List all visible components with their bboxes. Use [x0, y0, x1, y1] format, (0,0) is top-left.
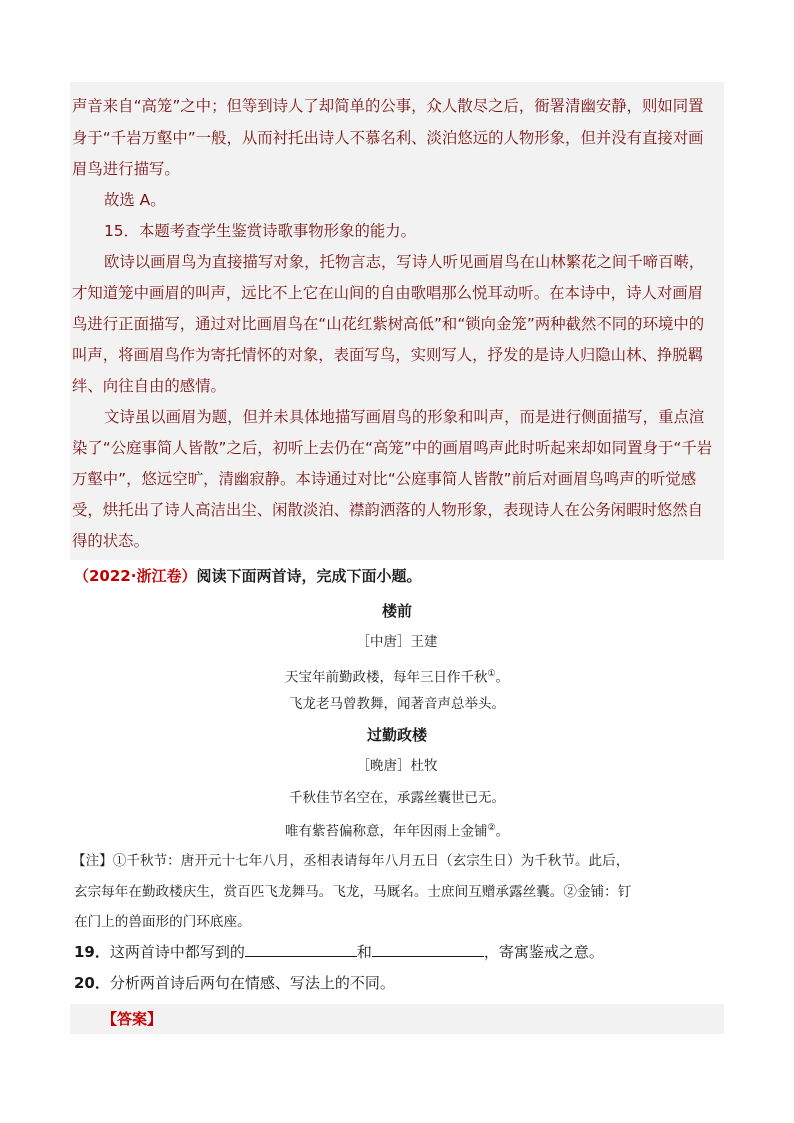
- analysis-line: 万壑中”，悠远空旷，清幽寂静。本诗通过对比“公庭事简人皆散”前后对画眉鸟鸣声的听觉感: [72, 470, 697, 488]
- analysis-line: 欧诗以画眉鸟为直接描写对象，托物言志，写诗人听见画眉鸟在山林繁花之间千啼百啭，: [104, 253, 705, 271]
- analysis-line: 身于“千岩万壑中”一般，从而衬托出诗人不慕名利、淡泊悠远的人物形象，但并没有直接对画: [72, 129, 704, 147]
- poem1-line1: 天宝年前勤政楼，每年三日作千秋①。: [284, 669, 510, 686]
- analysis-line: 绊、向往自由的感情。: [72, 377, 226, 395]
- poem1-title: 楼前: [381, 602, 412, 620]
- footnote-marker: ②: [487, 823, 496, 833]
- analysis-line: 得的状态。: [72, 532, 149, 550]
- analysis-line: 染了“公庭事简人皆散”之后，初听上去仍在“高笼”中的画眉鸣声此时听起来却如同置身于“千岩: [72, 439, 713, 457]
- note-line: 玄宗每年在勤政楼庆生，赏百匹飞龙舞马。飞龙，马厩名。士庶间互赠承露丝囊。②金铺：钉: [74, 884, 632, 900]
- answer-blank[interactable]: [245, 942, 357, 957]
- analysis-line: 故选 A。: [104, 191, 166, 209]
- note-line: 在门上的兽面形的门环底座。: [74, 914, 251, 930]
- poem1-line2: 飞龙老马曾教舞，闻著音声总举头。: [289, 696, 505, 712]
- poem1-author: ［中唐］王建: [356, 634, 438, 650]
- question-prompt: 阅读下面两首诗，完成下面小题。: [196, 567, 422, 585]
- analysis-line: 15．本题考查学生鉴赏诗歌事物形象的能力。: [104, 222, 417, 240]
- analysis-line: 受，烘托出了诗人高洁出尘、闲散淡泊、襟韵洒落的人物形象，表现诗人在公务闲暇时悠然自: [72, 501, 704, 519]
- analysis-line: 声音来自“高笼”之中；但等到诗人了却简单的公事，众人散尽之后，衙署清幽安静，则如同置: [72, 97, 704, 115]
- note-line: 【注】①千秋节：唐开元十七年八月，丞相表请每年八月五日（玄宗生日）为千秋节。此后，: [72, 853, 630, 869]
- answer-label: 【答案】: [102, 1010, 163, 1028]
- poem2-title: 过勤政楼: [366, 726, 427, 744]
- answer-shaded-box: [70, 1004, 724, 1034]
- poem2-line1: 千秋佳节名空在，承露丝囊世已无。: [289, 790, 505, 806]
- answer-blank[interactable]: [372, 942, 484, 957]
- question-20: 20．分析两首诗后两句在情感、写法上的不同。: [74, 974, 395, 992]
- analysis-line: 才知道笼中画眉的叫声，远比不上它在山间的自由歌唱那么悦耳动听。在本诗中，诗人对画眉: [72, 284, 704, 302]
- analysis-line: 文诗虽以画眉为题，但并未具体地描写画眉鸟的形象和叫声，而是进行侧面描写，重点渲: [104, 408, 705, 426]
- question-source: （2022·浙江卷）: [74, 567, 197, 585]
- analysis-line: 眉鸟进行描写。: [72, 160, 180, 178]
- poem2-line2: 唯有紫苔偏称意，年年因雨上金铺②。: [284, 823, 510, 840]
- analysis-line: 鸟进行正面描写，通过对比画眉鸟在“山花红紫树高低”和“锁向金笼”两种截然不同的环境中的: [72, 315, 705, 333]
- poem2-author: ［晚唐］杜牧: [356, 758, 438, 774]
- question-19: 19．这两首诗中都写到的 和 ，寄寓鉴戒之意。: [74, 943, 604, 961]
- analysis-line: 叫声，将画眉鸟作为寄托情怀的对象，表面写鸟，实则写人，抒发的是诗人归隐山林、挣脱羁: [72, 346, 704, 364]
- footnote-marker: ①: [487, 669, 496, 679]
- question-intro: [74, 566, 724, 586]
